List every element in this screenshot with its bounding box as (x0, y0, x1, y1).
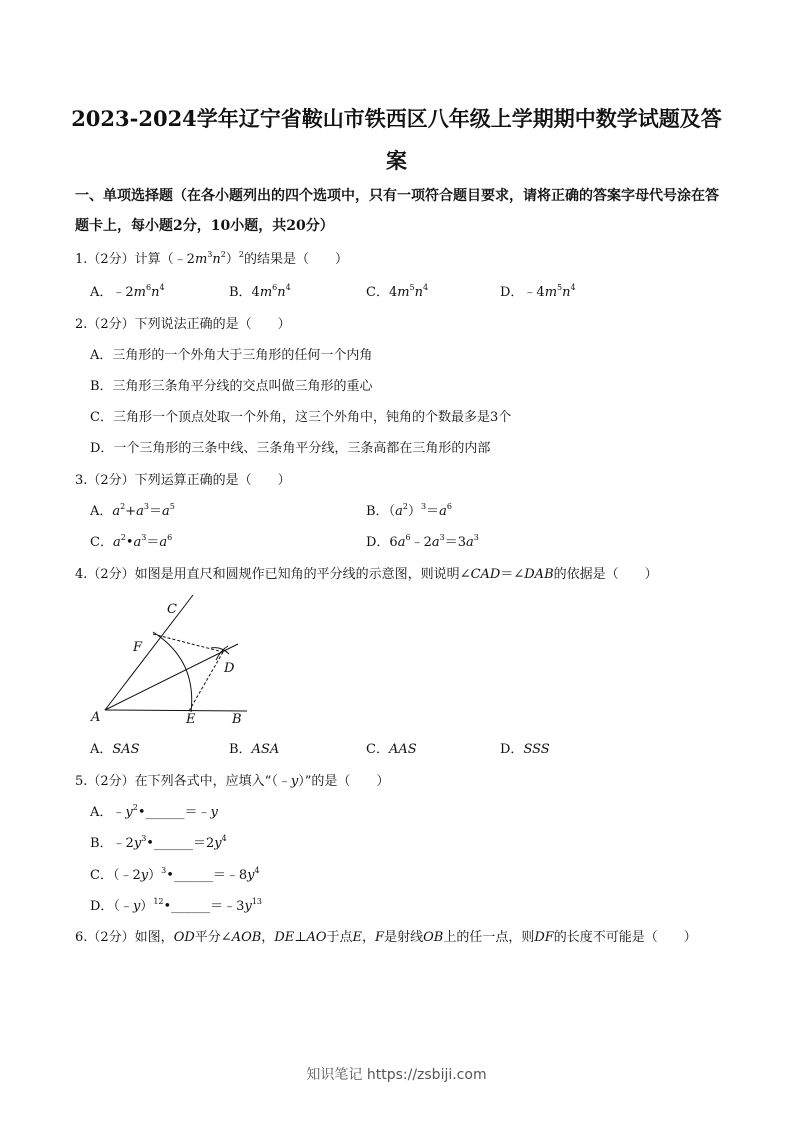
question-5-stem: 5.（2分）在下列各式中，应填入“（﹣y）”的是（ ） (75, 774, 390, 789)
label-c: C (167, 602, 177, 617)
question-2-option-c: C．三角形一个顶点处取一个外角，这三个外角中，钝角的个数最多是3个 (90, 410, 512, 425)
section-heading-line1: 一、单项选择题（在各小题列出的四个选项中，只有一项符合题目要求，请将正确的答案字母代号涂在答 (75, 188, 719, 204)
question-4-stem: 4.（2分）如图是用直尺和圆规作已知角的平分线的示意图，则说明∠CAD＝∠DAB的依据是（ ） (75, 567, 658, 582)
question-3-option-c: C．$a^2•a^3=a^6$ (90, 533, 173, 550)
question-4-option-d: D．SSS (500, 742, 550, 757)
question-5-option-b: B．$﹣2y^3•\_\_\_\_\_\_=2y^4$ (90, 834, 227, 851)
question-1-option-c: C．$4m^5n^4$ (366, 283, 429, 300)
label-a: A (91, 710, 101, 725)
question-1-option-b: B．$4m^6n^4$ (229, 283, 291, 300)
question-2-option-d: D．一个三角形的三条中线、三条角平分线，三条高都在三角形的内部 (90, 441, 491, 456)
question-4-option-b: B．ASA (229, 742, 280, 757)
question-6-stem: 6.（2分）如图，OD平分∠AOB，DE⊥AO于点E，F是射线OB上的任一点，则DF的长度不可能是（ ） (75, 930, 697, 945)
label-e: E (186, 712, 196, 727)
question-3-stem: 3.（2分）下列运算正确的是（ ） (75, 473, 291, 488)
angle-bisector-figure (85, 590, 260, 730)
question-2-option-b: B．三角形三条角平分线的交点叫做三角形的重心 (90, 379, 373, 394)
label-d: D (224, 661, 235, 676)
question-4-option-c: C．AAS (366, 742, 417, 757)
question-3-option-d: D．$6a^6﹣2a^3=3a^3$ (366, 533, 479, 550)
document-title-line2: 案 (386, 148, 407, 173)
question-5-option-c: C．$(﹣2y)^3•\_\_\_\_\_\_=﹣8y^4$ (90, 866, 260, 883)
document-title-line1: 2023-2024学年辽宁省鞍山市铁西区八年级上学期期中数学试题及答 (71, 106, 722, 131)
question-1-stem: 1.（2分）计算$(﹣2m^3n^2)^2$的结果是（ ） (75, 250, 348, 267)
question-3-option-a: A．$a^2+a^3=a^5$ (90, 502, 175, 519)
question-1-option-a: A．$﹣2m^6n^4$ (90, 283, 165, 300)
question-3-option-b: B．$(a^2)^3=a^6$ (366, 502, 452, 519)
question-5-option-d: D．$(﹣y)^{12}•\_\_\_\_\_\_=﹣3y^{13}$ (90, 897, 262, 914)
label-b: B (232, 712, 242, 727)
footer-watermark: 知识笔记 https://zsbiji.com (306, 1067, 487, 1083)
question-1-option-d: D．$﹣4m^5n^4$ (500, 283, 576, 300)
question-5-option-a: A．$﹣y^2•\_\_\_\_\_\_=﹣y$ (90, 803, 218, 820)
label-f: F (133, 640, 143, 655)
question-4-option-a: A．SAS (90, 742, 140, 757)
question-2-option-a: A．三角形的一个外角大于三角形的任何一个内角 (90, 348, 373, 363)
section-heading-line2: 题卡上，每小题2分，10小题，共20分） (75, 218, 334, 234)
question-2-stem: 2.（2分）下列说法正确的是（ ） (75, 317, 291, 332)
